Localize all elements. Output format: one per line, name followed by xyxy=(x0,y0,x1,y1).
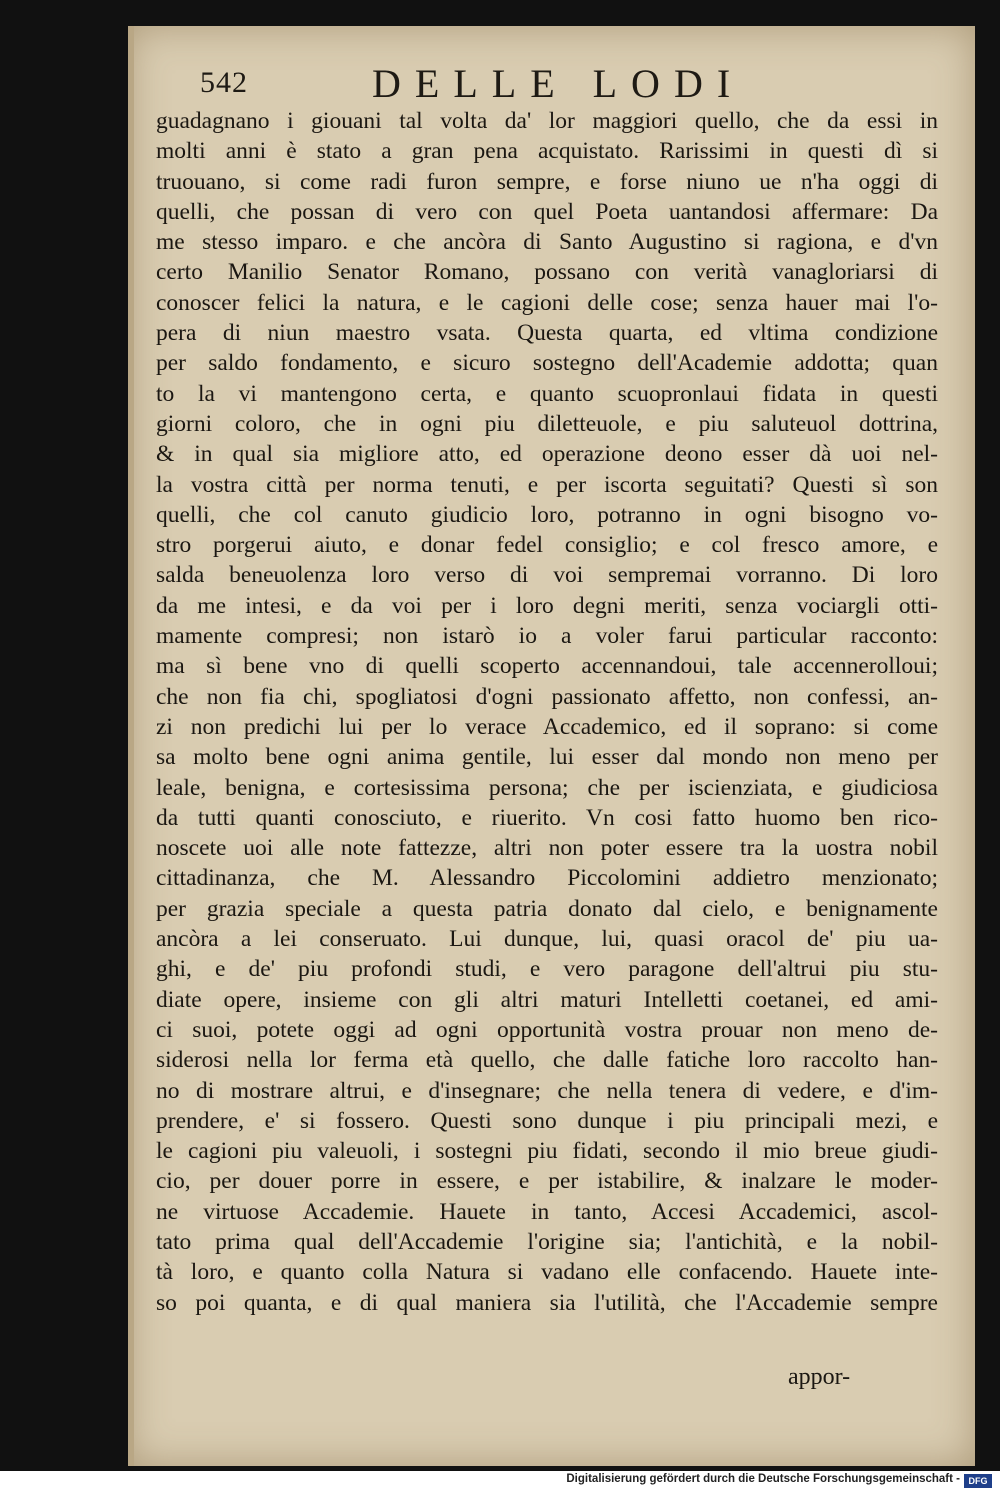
text-line: ne virtuose Accademie. Hauete in tanto, Accesi Accademici, ascol- xyxy=(156,1198,938,1225)
text-line: tato prima qual dell'Accademie l'origine sia; l'antichità, e la nobil- xyxy=(156,1228,938,1255)
book-page xyxy=(128,26,975,1466)
footer-credit: Digitalisierung gefördert durch die Deutsche Forschungsgemeinschaft - xyxy=(566,1473,960,1485)
text-line: le cagioni piu valeuoli, i sostegni piu fidati, secondo il mio breue giudi- xyxy=(156,1138,938,1165)
text-line: da me intesi, e da voi per i loro degni meriti, senza vociargli otti- xyxy=(156,592,938,619)
text-line: ma sì bene vno di quelli scoperto accennandoui, tale accennerolloui; xyxy=(156,653,938,680)
dfg-logo: DFG xyxy=(964,1474,992,1488)
text-line: me stesso imparo. e che ancòra di Santo Augustino si ragiona, e d'vn xyxy=(156,229,938,256)
text-line: conoscer felici la natura, e le cagioni delle cose; senza hauer mai l'o- xyxy=(156,289,938,316)
text-line: per grazia speciale a questa patria donato dal cielo, e benignamente xyxy=(156,895,938,922)
text-line: leale, benigna, e cortesissima persona; che per iscienziata, e giudiciosa xyxy=(156,774,938,801)
text-line: prendere, e' si fossero. Questi sono dunque i piu principali mezi, e xyxy=(156,1107,938,1134)
text-line: ancòra a lei conseruato. Lui dunque, lui, quasi oracol de' piu ua- xyxy=(156,926,938,953)
catchword: appor- xyxy=(788,1364,851,1390)
text-line: mamente compresi; non istarò io a voler farui particular racconto: xyxy=(156,623,938,650)
text-line: che non fia chi, spogliatosi d'ogni passionato affetto, non confessi, an- xyxy=(156,683,938,710)
text-line: da tutti quanti conosciuto, e riuerito. Vn cosi fatto huomo ben rico- xyxy=(156,804,938,831)
text-line: siderosi nella lor ferma età quello, che dalle fatiche loro raccolto han- xyxy=(156,1047,938,1074)
body-text xyxy=(156,106,938,1318)
text-line: cittadinanza, che M. Alessandro Piccolomini addietro menzionato; xyxy=(156,865,938,892)
text-line: quelli, che col canuto giudicio loro, potranno in ogni bisogno vo- xyxy=(156,501,938,528)
text-line: diate opere, insieme con gli altri maturi Intelletti coetanei, ed ami- xyxy=(156,986,938,1013)
text-line: guadagnano i giouani tal volta da' lor maggiori quello, che da essi in xyxy=(156,108,938,134)
page-gutter xyxy=(128,26,134,1466)
text-line: la vostra città per norma tenuti, e per iscorta seguitati? Questi sì son xyxy=(156,471,938,498)
text-line: molti anni è stato a gran pena acquistato. Rarissimi in questi dì si xyxy=(156,138,938,165)
text-line: so poi quanta, e di qual maniera sia l'utilità, che l'Accademie sempre xyxy=(156,1289,938,1316)
text-line: stro porgerui aiuto, e donar fedel consiglio; e col fresco amore, e xyxy=(156,532,938,559)
text-line: zi non predichi lui per lo verace Accademico, ed il soprano: si come xyxy=(156,713,938,740)
text-line: ghi, e de' piu profondi studi, e vero paragone dell'altrui piu stu- xyxy=(156,956,938,983)
text-line: cio, per douer porre in essere, e per istabilire, & inalzare le moder- xyxy=(156,1168,938,1195)
text-line: noscete uoi alle note fattezze, altri non poter essere tra la uostra nobil xyxy=(156,835,938,862)
text-line: per saldo fondamento, e sicuro sostegno dell'Academie addotta; quan xyxy=(156,350,938,377)
text-line: truouano, si come radi furon sempre, e forse niuno ue n'ha oggi di xyxy=(156,168,938,195)
running-title: DELLE LODI xyxy=(372,61,745,106)
text-line: tà loro, e quanto colla Natura si vadano elle confacendo. Hauete inte- xyxy=(156,1259,938,1286)
text-line: salda beneuolenza loro verso di voi sempremai vorranno. Di loro xyxy=(156,562,938,589)
page-number: 542 xyxy=(200,66,248,99)
text-line: & in qual sia migliore atto, ed operazione deono esser dà uoi nel- xyxy=(156,441,938,468)
text-line: giorni coloro, che in ogni piu diletteuole, e piu saluteuol dottrina, xyxy=(156,410,938,437)
text-line: to la vi mantengono certa, e quanto scuopronlaui fidata in questi xyxy=(156,380,938,407)
text-line: quelli, che possan di vero con quel Poeta uantandosi affermare: Da xyxy=(156,198,938,225)
text-line: sa molto bene ogni anima gentile, lui esser dal mondo non meno per xyxy=(156,744,938,771)
text-line: ci suoi, potete oggi ad ogni opportunità vostra prouar non meno de- xyxy=(156,1016,938,1043)
text-line: certo Manilio Senator Romano, possano con verità vanagloriarsi di xyxy=(156,259,938,286)
text-line: pera di niun maestro vsata. Questa quarta, ed vltima condizione xyxy=(156,320,938,347)
footer-bar xyxy=(0,1471,1000,1491)
text-line: no di mostrare altrui, e d'insegnare; che nella tenera di vedere, e d'im- xyxy=(156,1077,938,1104)
running-head xyxy=(200,60,940,110)
